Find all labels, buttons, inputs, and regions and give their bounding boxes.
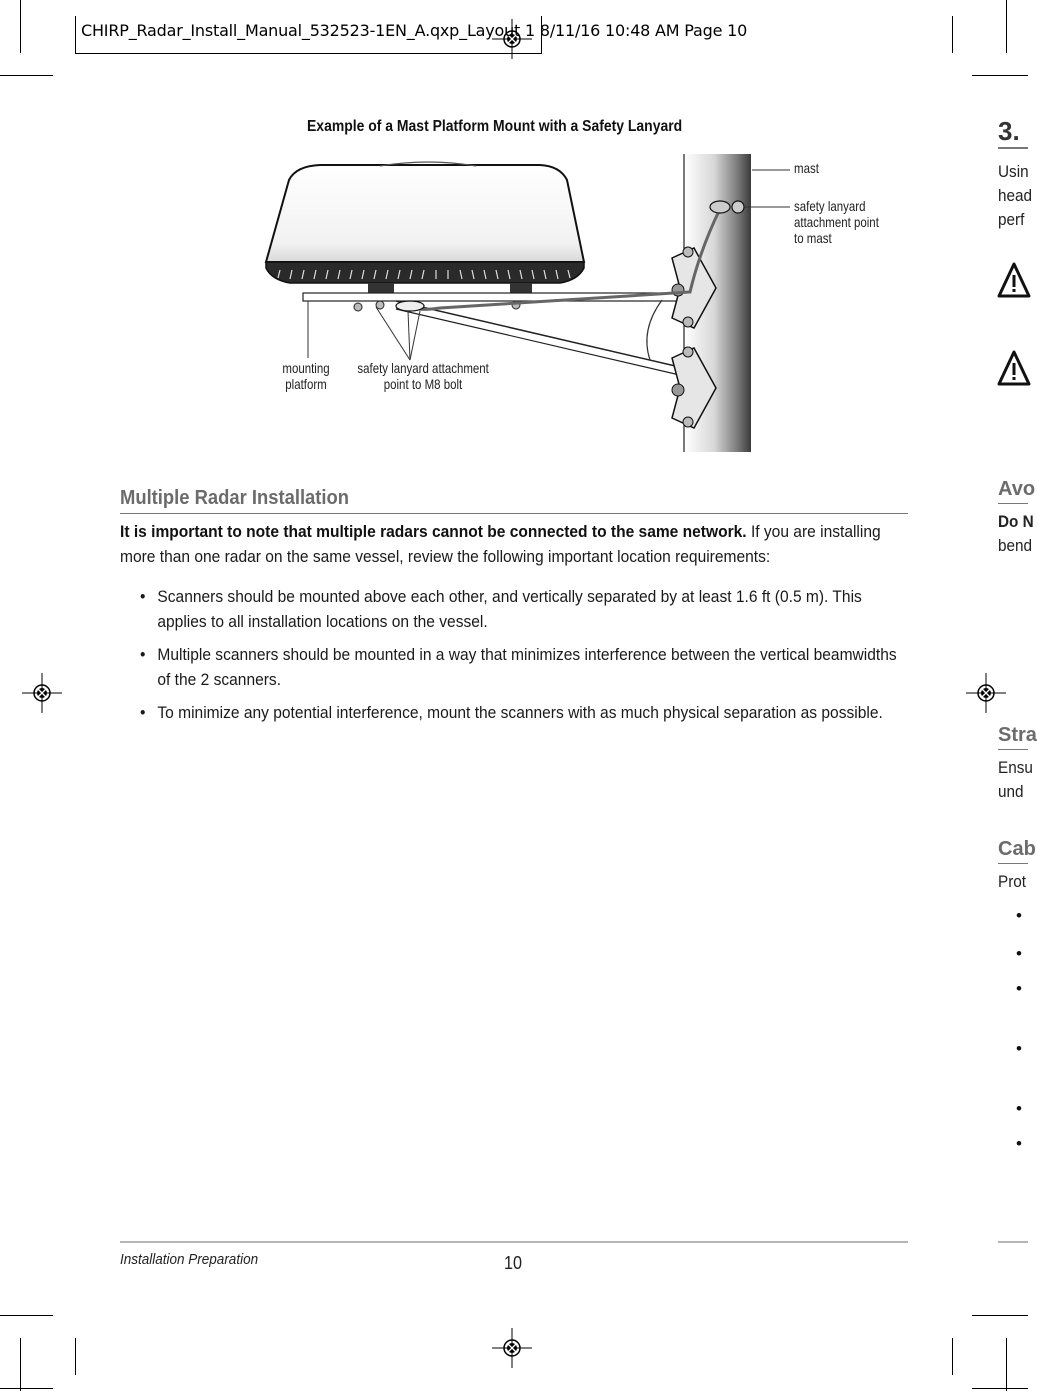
registration-mark-icon	[492, 1328, 532, 1368]
next-page-cable-text: Prot	[998, 872, 1027, 891]
figure-title: Example of a Mast Platform Mount with a Safety Lanyard	[307, 118, 683, 135]
crop-mark	[952, 1338, 953, 1375]
list-item: • To minimize any potential interference, mount the scanners with as much physical separation as possible.	[140, 700, 899, 725]
bullet-icon: •	[140, 703, 146, 722]
crop-mark	[75, 1338, 76, 1375]
page-number: 10	[504, 1253, 523, 1273]
callout-lanyard-to-bolt: safety lanyard attachment point to M8 bolt	[357, 360, 489, 392]
slug-line: CHIRP_Radar_Install_Manual_532523-1EN_A.qxp_Layout 1 8/11/16 10:48 AM Page 10	[81, 21, 748, 40]
bullet-icon: •	[140, 645, 146, 664]
next-page-heading-cable: Cab	[998, 838, 1028, 864]
crop-mark	[0, 1388, 53, 1389]
bullet-icon: •	[140, 587, 146, 606]
bullet-icon: •	[1016, 906, 1022, 925]
callout-lanyard-to-mast: safety lanyard attachment point to mast	[794, 198, 879, 246]
warning-icon	[998, 262, 1028, 300]
bullet-icon: •	[1016, 1134, 1022, 1153]
footer-section-name: Installation Preparation	[120, 1251, 259, 1268]
bullet-icon: •	[1016, 1039, 1022, 1058]
intro-bold-statement: It is important to note that multiple radars cannot be connected to the same network.	[120, 522, 747, 541]
section-heading: Multiple Radar Installation	[120, 487, 908, 514]
intro-paragraph	[120, 519, 907, 569]
crop-mark	[1006, 1338, 1007, 1391]
callout-mounting-platform: mounting platform	[282, 360, 330, 392]
crop-mark	[972, 1315, 1028, 1316]
callout-mast: mast	[794, 160, 819, 176]
next-page-avoid-text: Do N bend	[998, 512, 1034, 555]
registration-mark-icon	[966, 673, 1006, 713]
crop-mark	[20, 1338, 21, 1391]
next-page-heading-strain: Stra	[998, 724, 1028, 750]
list-item: • Scanners should be mounted above each other, and vertically separated by at least 1.6 ft (0.5 m). This applies to all installation locations on the vessel.	[140, 584, 899, 634]
radar-dome	[266, 162, 584, 293]
next-page-heading-avoid: Avo	[998, 478, 1028, 504]
bullet-icon: •	[1016, 1099, 1022, 1118]
next-page-footer-rule	[998, 1241, 1028, 1243]
next-page-text: Usin head perf	[998, 162, 1033, 229]
crop-mark	[972, 1388, 1028, 1389]
footer-divider	[120, 1241, 908, 1243]
registration-mark-icon	[22, 673, 62, 713]
intro-text: If you are installing more than one radar on the same vessel, review the following important location requirements:	[120, 522, 881, 566]
crop-mark	[0, 1315, 53, 1316]
warning-icon	[998, 350, 1028, 388]
requirements-list	[140, 584, 899, 733]
bullet-icon: •	[1016, 979, 1022, 998]
next-page-strain-text: Ensu und	[998, 758, 1033, 801]
bullet-icon: •	[1016, 944, 1022, 963]
list-item: • Multiple scanners should be mounted in a way that minimizes interference between the vertical beamwidths of the 2 scanners.	[140, 642, 899, 692]
next-page-heading-number: 3.	[998, 116, 1028, 149]
